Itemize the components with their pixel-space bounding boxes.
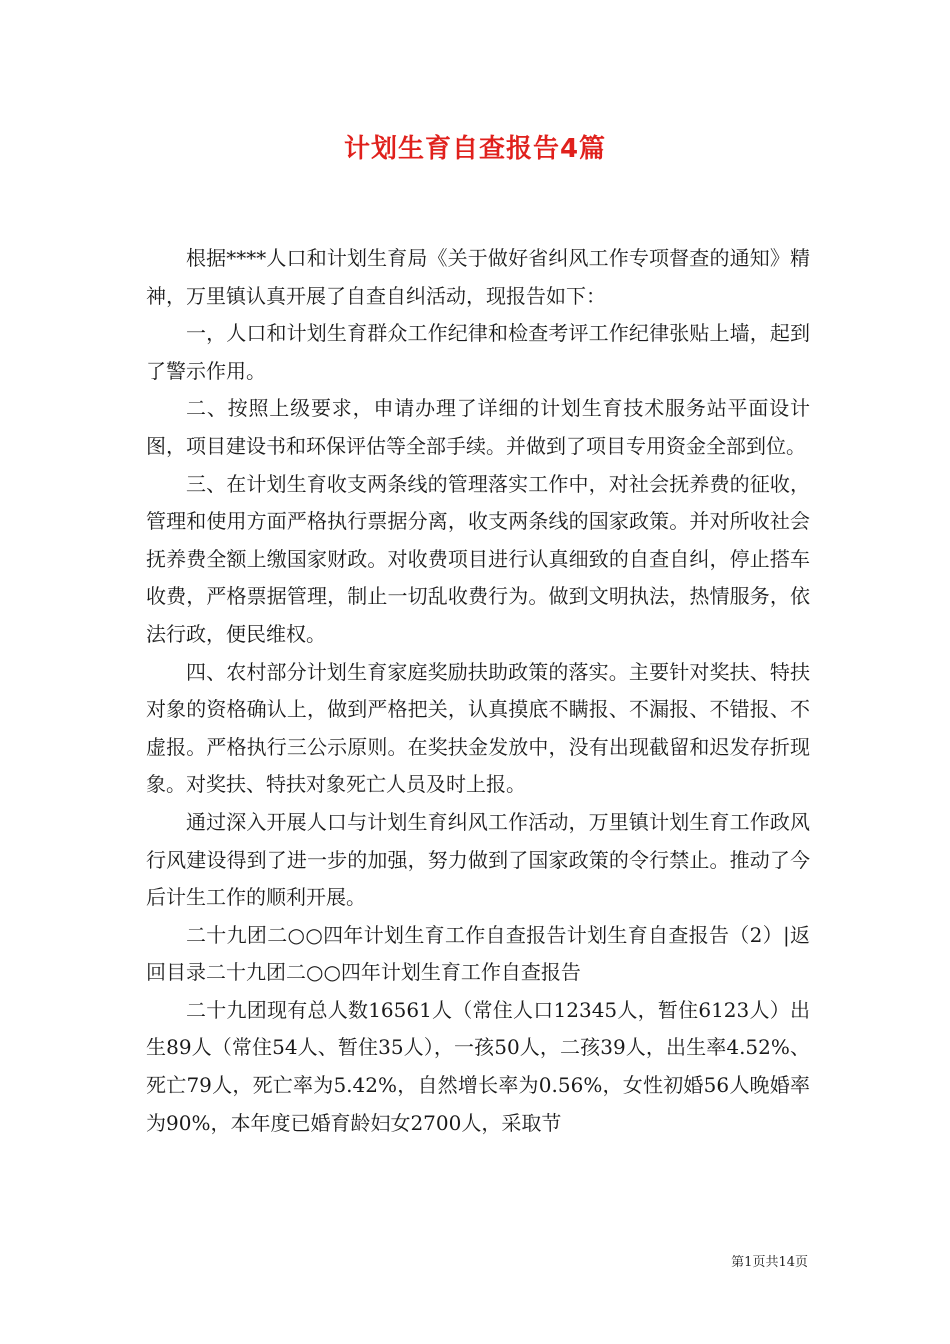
paragraph-item-1: 一，人口和计划生育群众工作纪律和检查考评工作纪律张贴上墙，起到了警示作用。 [146, 321, 810, 383]
page-number-footer: 第1页共14页 [731, 1255, 808, 1270]
document-title: 计划生育自查报告4篇 [343, 134, 607, 164]
paragraph-intro: 根据****人口和计划生育局《关于做好省纠风工作专项督查的通知》精神，万里镇认真开展了自查自纠活动，现报告如下： [146, 246, 810, 308]
document-body [146, 240, 810, 1142]
paragraph-item-3: 三、在计划生育收支两条线的管理落实工作中，对社会抚养费的征收，管理和使用方面严格执行票据分离，收支两条线的国家政策。并对所收社会抚养费全额上缴国家财政。对收费项目进行认真细致的自查自纠，停止搭车收费，严格票据管理，制止一切乱收费行为。做到文明执法，热情服务，依法行政，便民维权。 [146, 471, 810, 646]
paragraph-statistics: 二十九团现有总人数16561人（常住人口12345人，暂住6123人）出生89人（常住54人、暂住35人），一孩50人，二孩39人，出生率4.52%、死亡79人，死亡率为5.42%，自然增长率为0.56%，女性初婚56人晚婚率为90%，本年度已婚育龄妇女2700人，采取节 [146, 997, 810, 1135]
paragraph-conclusion: 通过深入开展人口与计划生育纠风工作活动，万里镇计划生育工作政风行风建设得到了进一步的加强，努力做到了国家政策的令行禁止。推动了今后计生工作的顺利开展。 [146, 809, 810, 910]
paragraph-item-4: 四、农村部分计划生育家庭奖励扶助政策的落实。主要针对奖扶、特扶对象的资格确认上，做到严格把关，认真摸底不瞒报、不漏报、不错报、不虚报。严格执行三公示原则。在奖扶金发放中，没有出现截留和迟发存折现象。对奖扶、特扶对象死亡人员及时上报。 [146, 659, 810, 797]
paragraph-item-2: 二、按照上级要求，申请办理了详细的计划生育技术服务站平面设计图，项目建设书和环保评估等全部手续。并做到了项目专用资金全部到位。 [146, 396, 810, 458]
paragraph-section-heading: 二十九团二○○四年计划生育工作自查报告计划生育自查报告（2）|返回目录二十九团二○○四年计划生育工作自查报告 [146, 922, 810, 985]
